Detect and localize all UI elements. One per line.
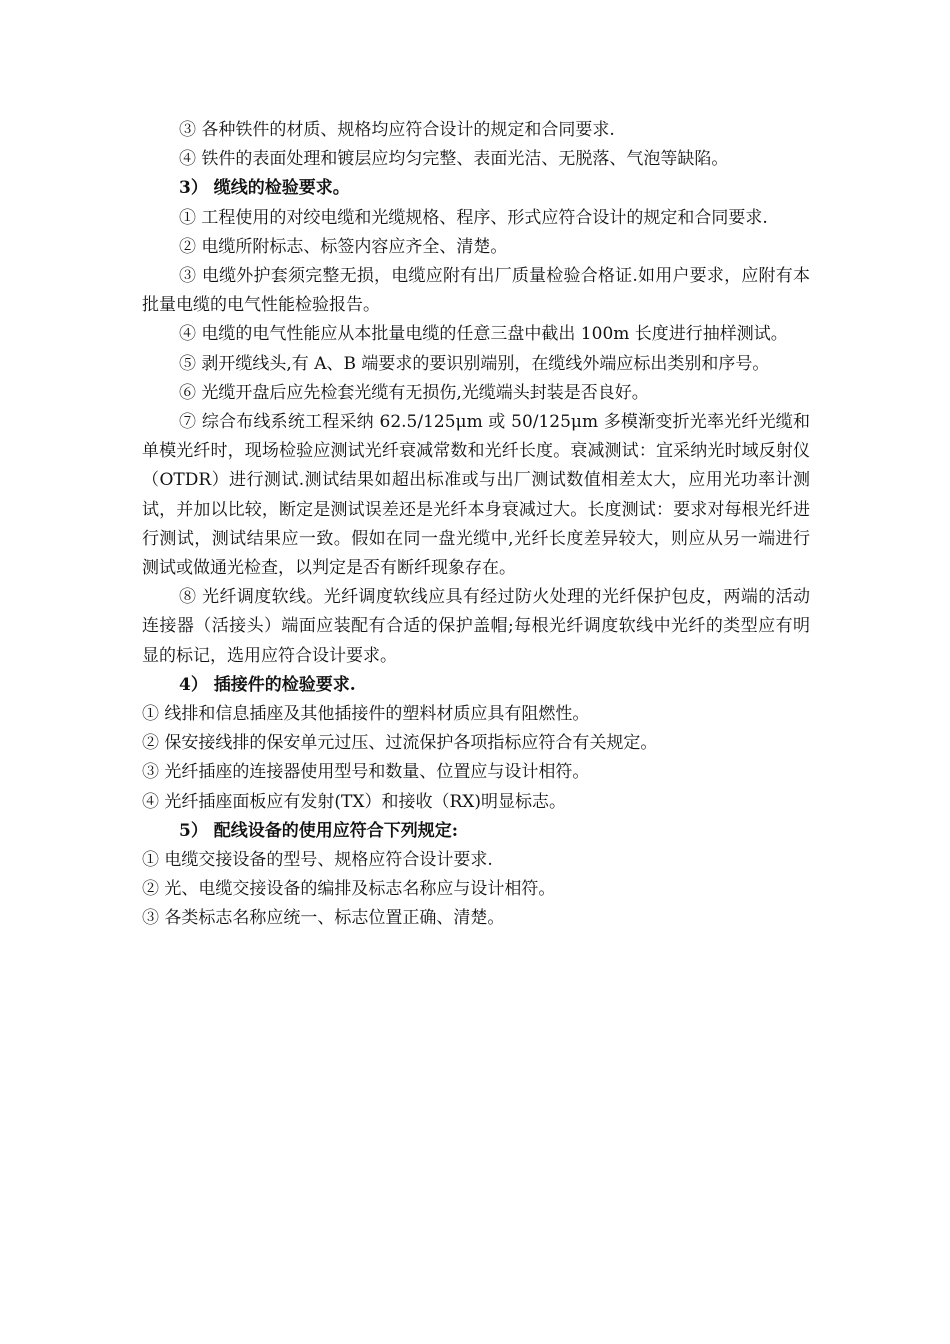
paragraph-equipment-item-1: ① 电缆交接设备的型号、规格应符合设计要求. bbox=[142, 850, 493, 871]
paragraph-cable-item-4: ④ 电缆的电气性能应从本批量电缆的任意三盘中截出 100m 长度进行抽样测试。 bbox=[179, 324, 788, 345]
paragraph-equipment-item-2: ② 光、电缆交接设备的编排及标志名称应与设计相符。 bbox=[142, 879, 556, 900]
section-heading-3: 3） 缆线的检验要求。 bbox=[179, 178, 350, 199]
paragraph-cable-item-2: ② 电缆所附标志、标签内容应齐全、清楚。 bbox=[179, 236, 508, 257]
paragraph-equipment-item-3: ③ 各类标志名称应统一、标志位置正确、清楚。 bbox=[142, 908, 505, 929]
document-body bbox=[142, 116, 810, 934]
paragraph-cable-item-5: ⑤ 剥开缆线头,有 A、B 端要求的要识别端别，在缆线外端应标出类别和序号。 bbox=[179, 353, 770, 374]
paragraph-connector-item-3: ③ 光纤插座的连接器使用型号和数量、位置应与设计相符。 bbox=[142, 762, 590, 783]
paragraph-cable-item-7: ⑦ 综合布线系统工程采纳 62.5/125μm 或 50/125μm 多模渐变折光率光纤光缆和单模光纤时，现场检验应测试光纤衰减常数和光纤长度。衰减测试：宜采纳光时域反射仪（OTDR）进行测试.测试结果如超出标准或与出厂测试数值相差太大，应用光功率计测试，并加以比较，断定是测试误差还是光纤本身衰减过大。长度测试：要求对每根光纤进行测试，测试结果应一致。假如在同一盘光缆中,光纤长度差异较大，则应从另一端进行测试或做通光检查，以判定是否有断纤现象存在。 bbox=[142, 412, 810, 579]
section-heading-5: 5） 配线设备的使用应符合下列规定: bbox=[179, 820, 459, 841]
paragraph-iron-item-4: ④ 铁件的表面处理和镀层应均匀完整、表面光洁、无脱落、气泡等缺陷。 bbox=[179, 149, 729, 170]
section-heading-4: 4） 插接件的检验要求. bbox=[179, 674, 356, 695]
paragraph-connector-item-1: ① 线排和信息插座及其他插接件的塑料材质应具有阻燃性。 bbox=[142, 704, 590, 725]
paragraph-iron-item-3: ③ 各种铁件的材质、规格均应符合设计的规定和合同要求. bbox=[179, 120, 615, 140]
paragraph-connector-item-4: ④ 光纤插座面板应有发射(TX）和接收（RX)明显标志。 bbox=[142, 791, 567, 812]
paragraph-cable-item-6: ⑥ 光缆开盘后应先检套光缆有无损伤,光缆端头封装是否良好。 bbox=[179, 382, 649, 403]
paragraph-connector-item-2: ② 保安接线排的保安单元过压、过流保护各项指标应符合有关规定。 bbox=[142, 733, 658, 754]
paragraph-cable-item-3: ③ 电缆外护套须完整无损，电缆应附有出厂质量检验合格证.如用户要求，应附有本批量电缆的电气性能检验报告。 bbox=[142, 266, 810, 316]
paragraph-cable-item-1: ① 工程使用的对绞电缆和光缆规格、程序、形式应符合设计的规定和合同要求. bbox=[179, 207, 768, 228]
paragraph-cable-item-8: ⑧ 光纤调度软线。光纤调度软线应具有经过防火处理的光纤保护包皮，两端的活动连接器（活接头）端面应装配有合适的保护盖帽;每根光纤调度软线中光纤的类型应有明显的标记，选用应符合设计要求。 bbox=[142, 587, 810, 666]
